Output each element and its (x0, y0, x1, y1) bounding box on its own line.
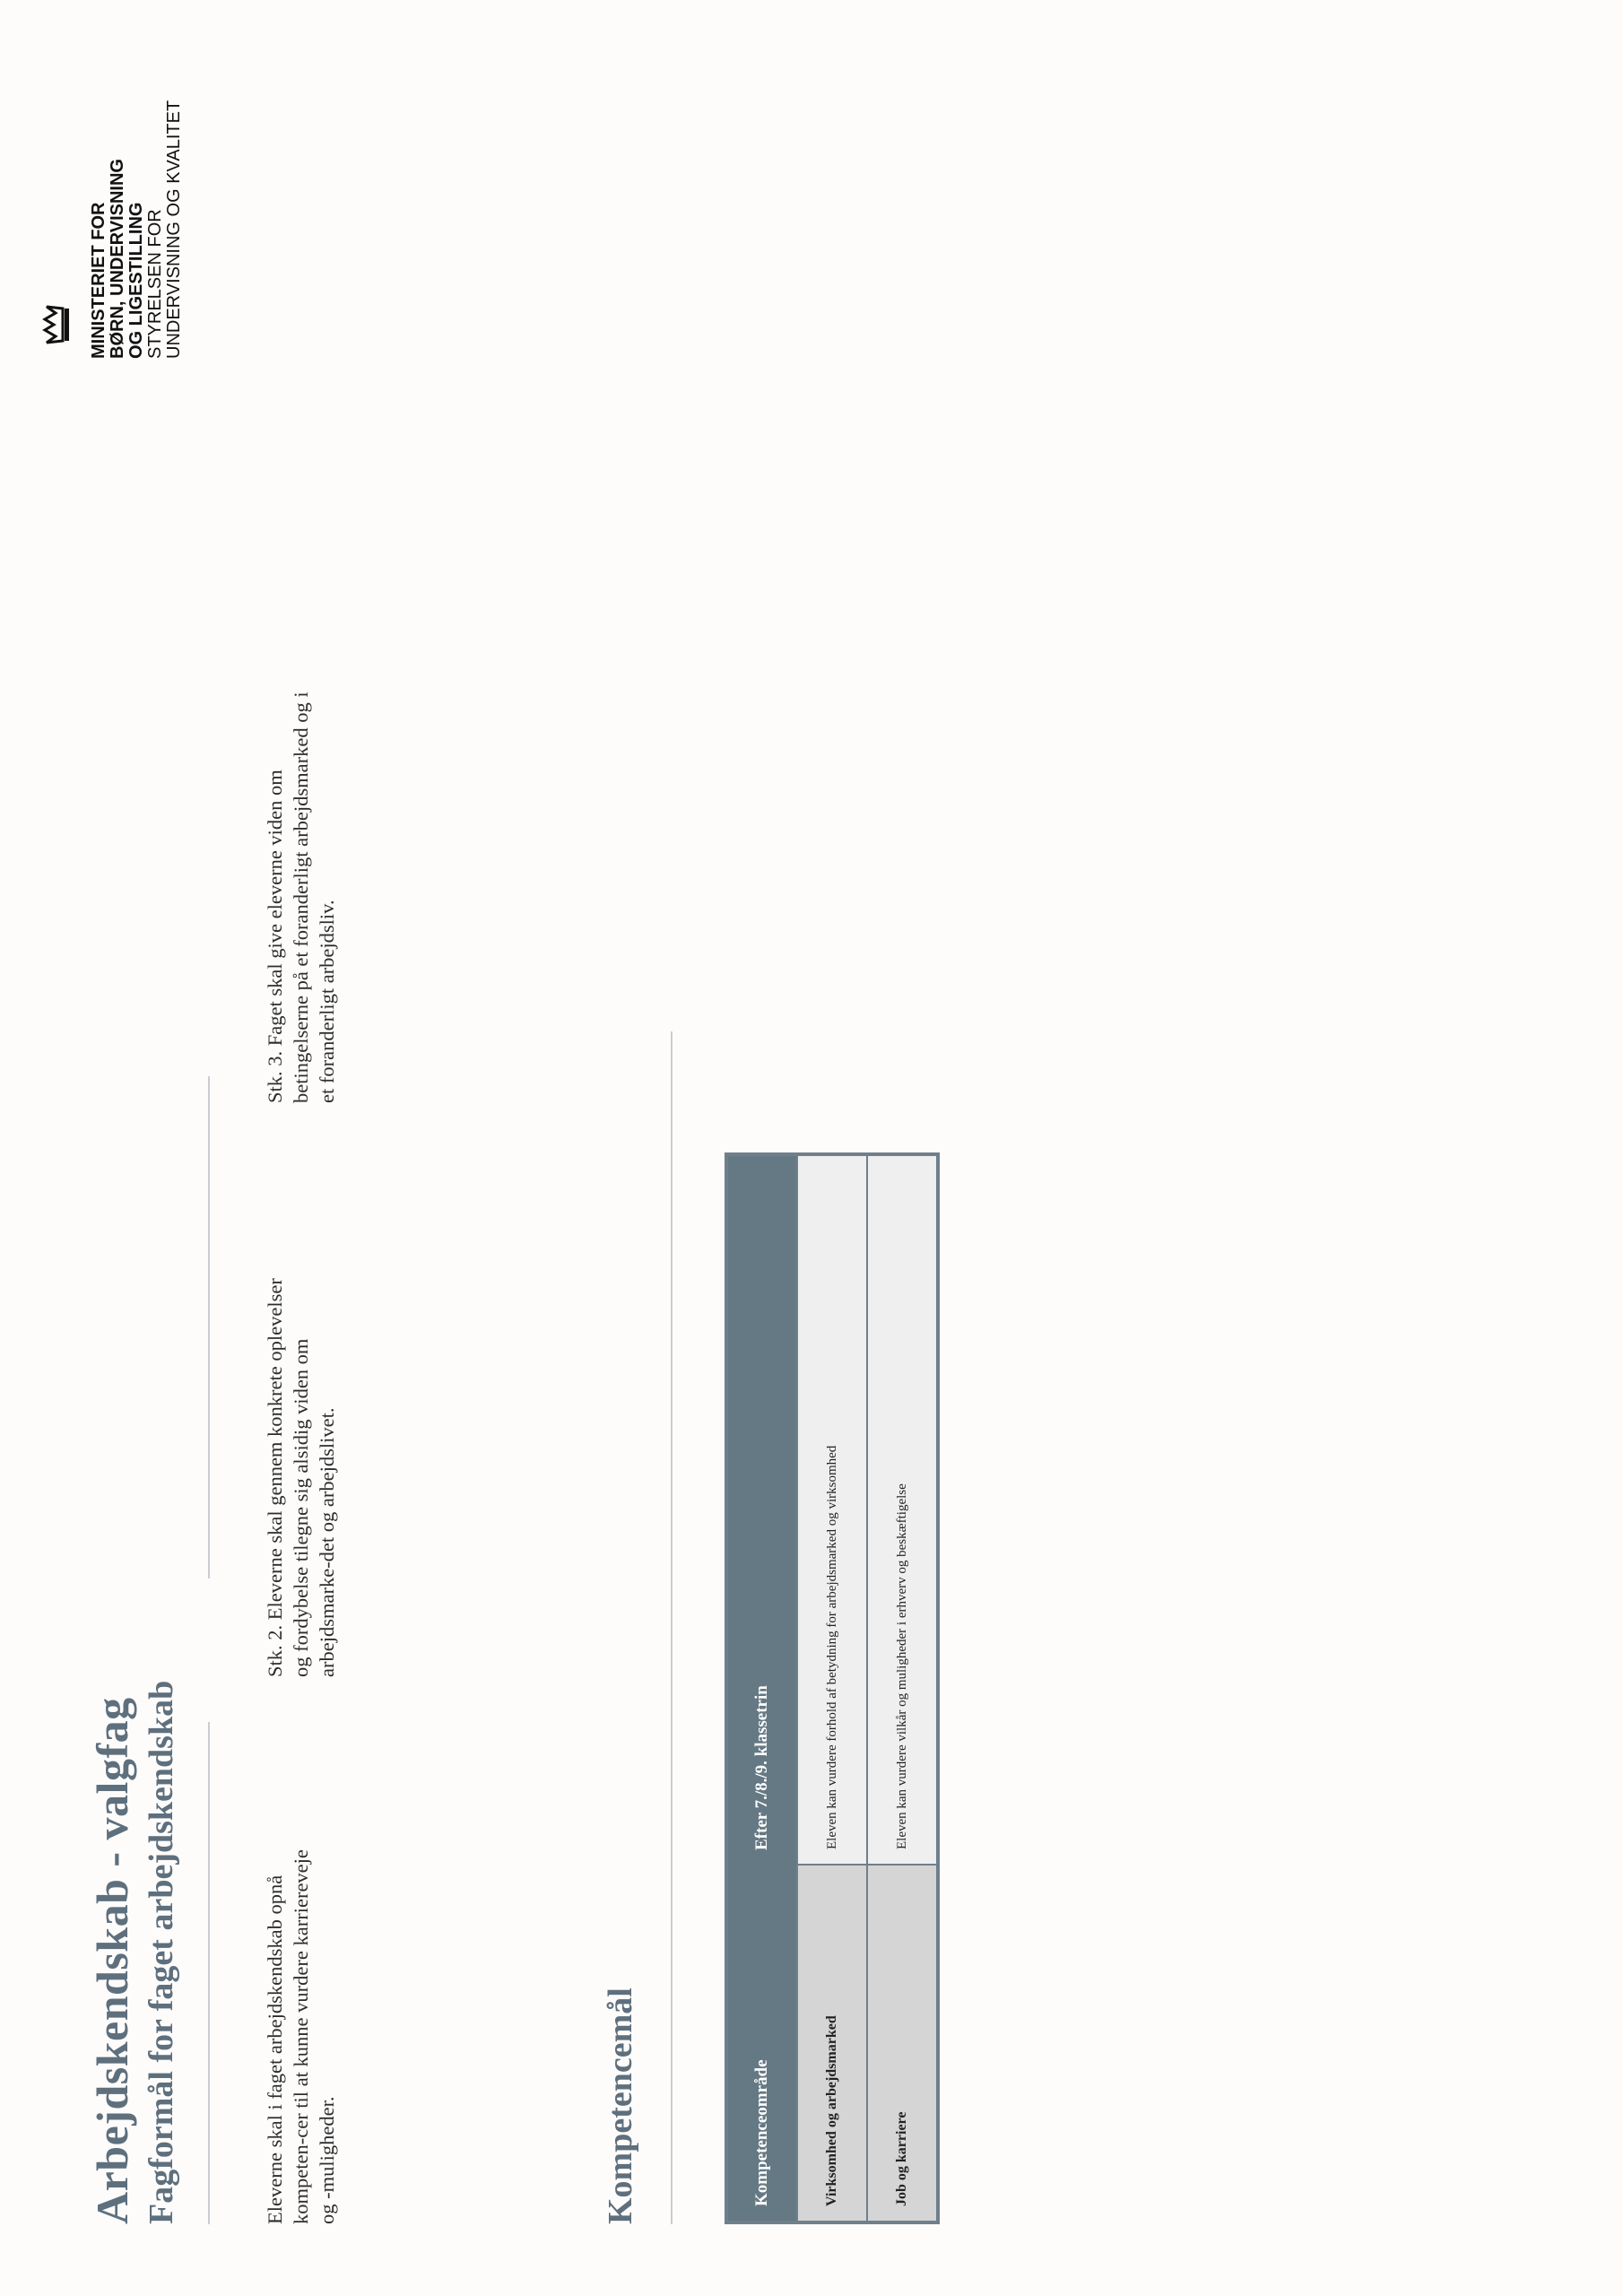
competence-table (725, 1152, 940, 2224)
table-cell-goal: Eleven kan vurdere vilkår og muligheder i erhverv og beskæftigelse (867, 1154, 938, 1865)
logo-line: UNDERVISNING OG KVALITET (164, 100, 184, 359)
table-row (797, 1154, 867, 2222)
table-cell-area: Virksomhed og arbejdsmarked (797, 1865, 867, 2222)
purpose-paragraph-2: Stk. 2. Eleverne skal gennem konkrete oplevelser og fordybelse tilegne sig alsidig viden om arbejdsmarke-det og arbejdslivet. (264, 1278, 338, 1677)
purpose-paragraph-3: Stk. 3. Faget skal give eleverne viden om betingelserne på et foranderligt arbejdsmarked og i et foranderligt arbejdsliv. (264, 691, 338, 1103)
page-title: Arbejdskendskab - valgfag (87, 1697, 137, 2224)
logo-line: STYRELSEN FOR (145, 209, 165, 359)
page-subtitle: Fagformål for faget arbejdskendskab (143, 1680, 180, 2224)
ministry-logo (54, 9, 224, 359)
table-row (867, 1154, 938, 2222)
crown-icon (36, 301, 72, 348)
competence-heading: Kompetencemål (602, 1987, 639, 2224)
logo-line: OG LIGESTILLING (126, 202, 146, 359)
table-header-area: Kompetenceområde (726, 1865, 797, 2222)
table-cell-goal: Eleven kan vurdere forhold af betydning for arbejdsmarked og virksomhed (797, 1154, 867, 1865)
logo-line: MINISTERIET FOR (89, 202, 108, 359)
purpose-paragraph-1: Eleverne skal i faget arbejdskendskab opnå kompeten-cer til at kunne vurdere karriereveje og -muligheder. (264, 1849, 338, 2224)
table-header-grade: Efter 7./8./9. klassetrin (726, 1154, 797, 1865)
table-header-row (726, 1154, 797, 2222)
logo-line: BØRN, UNDERVISNING (108, 159, 127, 359)
divider (208, 1076, 210, 1578)
divider (208, 1722, 210, 2224)
divider (671, 1031, 673, 2224)
table-cell-area: Job og karriere (867, 1865, 938, 2222)
